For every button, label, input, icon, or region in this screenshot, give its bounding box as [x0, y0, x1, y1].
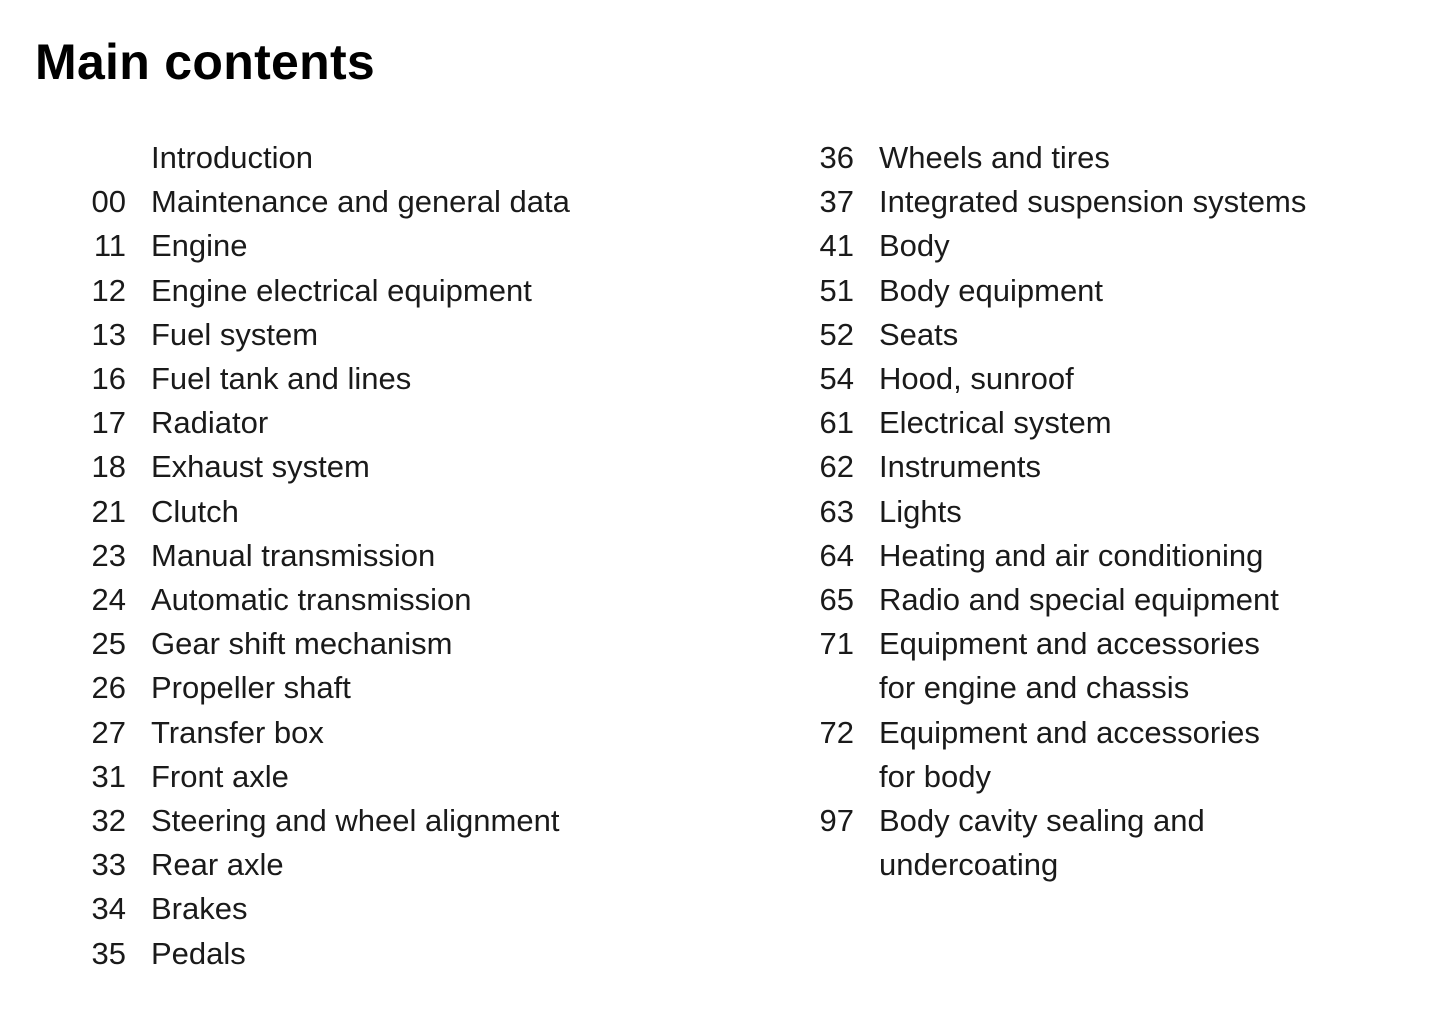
toc-entry[interactable] — [788, 711, 1428, 799]
toc-entry-number: 26 — [91, 670, 126, 706]
toc-entry-number: 24 — [91, 582, 126, 618]
toc-entry-number: 72 — [819, 714, 854, 750]
toc-entry-number: 32 — [91, 803, 126, 839]
toc-entry[interactable] — [60, 622, 750, 666]
toc-entry-number: 11 — [93, 228, 126, 264]
toc-entry[interactable] — [60, 401, 750, 445]
toc-entry-title: Introduction — [151, 140, 313, 175]
toc-entry-number: 37 — [819, 184, 854, 220]
toc-entry[interactable] — [788, 180, 1428, 224]
toc-entry[interactable] — [60, 755, 750, 799]
toc-entry[interactable] — [60, 578, 750, 622]
toc-entry[interactable] — [60, 180, 750, 224]
toc-entry-number: 12 — [91, 272, 126, 308]
toc-entry[interactable] — [788, 578, 1428, 622]
toc-entry-number: 62 — [819, 449, 854, 485]
toc-entry-title: Wheels and tires — [879, 140, 1110, 175]
toc-entry[interactable] — [788, 445, 1428, 489]
toc-right-column — [788, 136, 1428, 887]
toc-entry[interactable] — [788, 490, 1428, 534]
toc-entry-number: 65 — [819, 582, 854, 618]
toc-entry-number: 71 — [819, 626, 854, 662]
toc-entry-title: Lights — [879, 493, 962, 529]
toc-entry-number: 34 — [91, 891, 126, 927]
toc-entry-number: 16 — [91, 361, 126, 397]
toc-entry-number: 52 — [819, 316, 854, 352]
toc-left-column — [60, 136, 750, 976]
toc-entry-title: Transfer box — [151, 714, 324, 750]
toc-entry-title: Rear axle — [151, 847, 284, 883]
toc-entry-title: Brakes — [151, 891, 248, 927]
toc-entry-number: 36 — [819, 140, 854, 175]
toc-entry-title: Electrical system — [879, 405, 1112, 441]
toc-entry-title: Propeller shaft — [151, 670, 351, 706]
toc-entry-number: 97 — [819, 803, 854, 839]
toc-entry-title: Body — [879, 228, 950, 264]
toc-entry-number: 35 — [91, 935, 126, 971]
toc-entry-number: 31 — [91, 758, 126, 794]
toc-entry-title: Maintenance and general data — [151, 184, 570, 220]
toc-entry[interactable] — [788, 224, 1428, 268]
toc-entry-title: Gear shift mechanism — [151, 626, 453, 662]
toc-entry-number: 18 — [91, 449, 126, 485]
toc-entry-number: 00 — [91, 184, 126, 220]
toc-entry-title: Instruments — [879, 449, 1041, 485]
toc-entry-title: Hood, sunroof — [879, 361, 1074, 397]
toc-entry[interactable] — [60, 534, 750, 578]
toc-entry-number: 17 — [91, 405, 126, 441]
toc-entry-title: Engine electrical equipment — [151, 272, 532, 308]
toc-entry[interactable] — [60, 224, 750, 268]
toc-entry-title: Engine — [151, 228, 248, 264]
toc-entry-title: Body equipment — [879, 272, 1104, 308]
toc-entry-title: Equipment and accessories for engine and chassis — [879, 626, 1260, 706]
toc-entry-title: Manual transmission — [151, 537, 436, 573]
toc-entry[interactable] — [60, 357, 750, 401]
toc-entry[interactable] — [60, 843, 750, 887]
toc-entry-number: 25 — [91, 626, 126, 662]
toc-entry[interactable] — [60, 932, 750, 976]
toc-entry-number: 21 — [91, 493, 126, 529]
toc-entry-number: 63 — [819, 493, 854, 529]
toc-entry[interactable] — [788, 269, 1428, 313]
toc-entry[interactable] — [788, 357, 1428, 401]
toc-entry-title: Body cavity sealing and undercoating — [879, 803, 1205, 883]
toc-entry-number: 54 — [819, 361, 854, 397]
toc-entry[interactable] — [60, 887, 750, 931]
toc-entry-title: Automatic transmission — [151, 582, 472, 618]
toc-entry-title: Fuel system — [151, 316, 319, 352]
toc-entry[interactable] — [60, 666, 750, 710]
toc-entry-title: Radiator — [151, 405, 269, 441]
toc-entry-title: Clutch — [151, 493, 239, 529]
toc-entry-title: Equipment and accessories for body — [879, 714, 1260, 794]
toc-entry-title: Steering and wheel alignment — [151, 803, 560, 839]
page-title: Main contents — [35, 34, 376, 90]
toc-entry[interactable] — [788, 136, 1428, 180]
toc-entry-title: Pedals — [151, 935, 246, 971]
toc-entry[interactable] — [788, 313, 1428, 357]
toc-entry-title: Front axle — [151, 758, 289, 794]
toc-entry-number: 61 — [819, 405, 854, 441]
toc-entry-number: 27 — [91, 714, 126, 750]
toc-entry-number: 23 — [91, 537, 126, 573]
toc-entry-number: 13 — [91, 316, 126, 352]
toc-entry-title: Exhaust system — [151, 449, 370, 485]
toc-entry-title: Radio and special equipment — [879, 582, 1279, 618]
toc-entry[interactable] — [60, 711, 750, 755]
toc-entry[interactable] — [60, 490, 750, 534]
toc-entry[interactable] — [60, 313, 750, 357]
toc-entry[interactable] — [788, 622, 1428, 710]
toc-entry[interactable] — [60, 445, 750, 489]
toc-entry[interactable] — [788, 534, 1428, 578]
toc-entry-title: Heating and air conditioning — [879, 537, 1264, 573]
toc-entry-number: 64 — [819, 537, 854, 573]
toc-entry[interactable] — [788, 799, 1428, 887]
toc-entry-number: 51 — [819, 272, 854, 308]
toc-entry-number: 41 — [819, 228, 854, 264]
toc-entry[interactable] — [60, 269, 750, 313]
toc-entry-number: 33 — [91, 847, 126, 883]
toc-entry[interactable] — [60, 136, 750, 180]
toc-entry-title: Integrated suspension systems — [879, 184, 1307, 220]
toc-entry-title: Fuel tank and lines — [151, 361, 412, 397]
toc-entry[interactable] — [60, 799, 750, 843]
toc-entry-title: Seats — [879, 316, 959, 352]
toc-entry[interactable] — [788, 401, 1428, 445]
